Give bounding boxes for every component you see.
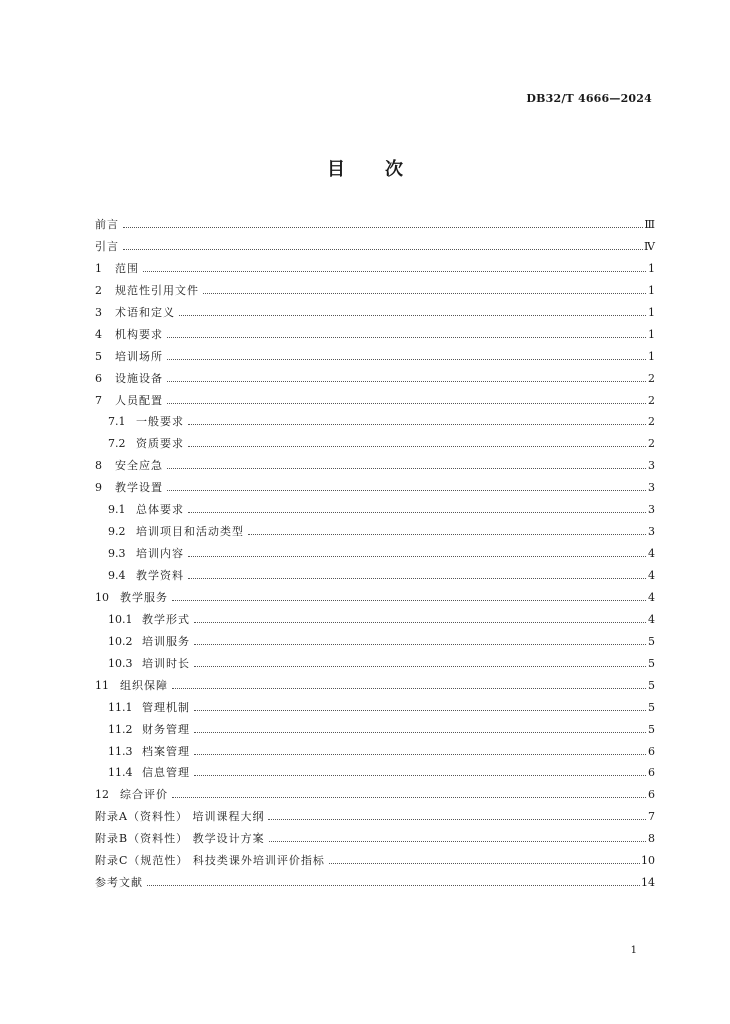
toc-entry-label: 管理机制 xyxy=(142,700,190,714)
toc-dot-leader xyxy=(194,775,646,776)
toc-dot-leader xyxy=(188,578,646,579)
toc-dot-leader xyxy=(167,359,646,360)
toc-entry[interactable] xyxy=(95,587,655,609)
toc-entry-page: 5 xyxy=(648,678,655,692)
toc-entry-label: 培训内容 xyxy=(136,547,184,561)
toc-entry[interactable] xyxy=(95,653,655,675)
toc-entry-page: 1 xyxy=(648,349,655,363)
toc-entry-label: 范围 xyxy=(115,261,139,275)
toc-dot-leader xyxy=(268,819,646,820)
toc-dot-leader xyxy=(167,337,646,338)
toc-entry-page: 2 xyxy=(648,415,655,429)
toc-entry-number: 2 xyxy=(95,283,102,297)
toc-entry[interactable] xyxy=(95,477,655,499)
toc-entry-label: 引言 xyxy=(95,239,119,253)
toc-entry-label: 教学资料 xyxy=(136,569,184,582)
toc-dot-leader xyxy=(172,600,646,601)
toc-entry-page: 4 xyxy=(648,612,655,626)
toc-dot-leader xyxy=(188,424,646,425)
toc-entry[interactable] xyxy=(95,411,655,433)
toc-entry-label: 附录C（规范性） 科技类课外培训评价指标 xyxy=(95,854,325,868)
toc-entry-label: 培训项目和活动类型 xyxy=(136,525,244,539)
toc-entry[interactable] xyxy=(95,675,655,697)
toc-entry[interactable] xyxy=(95,433,655,455)
toc-entry-page: 2 xyxy=(648,437,655,451)
toc-entry[interactable] xyxy=(95,741,655,763)
toc-entry-page: 6 xyxy=(648,744,655,758)
toc-entry[interactable] xyxy=(95,806,655,828)
toc-entry-label: 机构要求 xyxy=(115,327,163,341)
toc-dot-leader xyxy=(329,863,640,864)
toc-entry-page: 4 xyxy=(648,590,655,604)
toc-entry[interactable] xyxy=(95,784,655,806)
toc-entry-page: 6 xyxy=(648,788,655,802)
toc-entry-number: 4 xyxy=(95,327,102,341)
toc-entry-label: 教学形式 xyxy=(142,612,190,626)
toc-entry-page: 1 xyxy=(648,327,655,341)
toc-entry-page: 3 xyxy=(648,503,655,517)
toc-dot-leader xyxy=(179,315,646,316)
toc-entry[interactable] xyxy=(95,631,655,653)
toc-entry-label: 人员配置 xyxy=(115,393,163,407)
toc-dot-leader xyxy=(269,841,646,842)
toc-entry[interactable] xyxy=(95,543,655,565)
toc-entry-number: 12 xyxy=(95,788,109,802)
toc-entry-page: 5 xyxy=(648,700,655,714)
page-number: 1 xyxy=(630,945,637,956)
toc-entry-page: 3 xyxy=(648,525,655,539)
toc-dot-leader xyxy=(167,403,646,404)
toc-dot-leader xyxy=(194,754,646,755)
toc-entry-label: 培训服务 xyxy=(142,634,190,648)
toc-entry-label: 附录A（资料性） 培训课程大纲 xyxy=(95,810,265,824)
toc-entry-page: 3 xyxy=(648,459,655,473)
title-char-1: 目 xyxy=(327,159,345,180)
toc-entry[interactable] xyxy=(95,302,655,324)
standard-code: DB32/T 4666—2024 xyxy=(526,92,652,105)
toc-entry-page: 3 xyxy=(648,481,655,495)
toc-entry-number: 9.4 xyxy=(108,569,126,582)
toc-entry[interactable] xyxy=(95,390,655,412)
toc-entry-label: 信息管理 xyxy=(142,766,190,780)
toc-entry[interactable] xyxy=(95,455,655,477)
page-title xyxy=(0,155,730,181)
toc-entry[interactable] xyxy=(95,346,655,368)
toc-entry[interactable] xyxy=(95,719,655,741)
toc-entry-number: 9.3 xyxy=(108,547,126,561)
toc-entry-number: 7 xyxy=(95,393,102,407)
toc-entry-number: 9 xyxy=(95,481,102,495)
toc-entry[interactable] xyxy=(95,214,655,236)
toc-entry-page: 4 xyxy=(648,569,655,582)
toc-dot-leader xyxy=(194,644,646,645)
toc-entry[interactable] xyxy=(95,280,655,302)
toc-entry-number: 5 xyxy=(95,349,102,363)
toc-entry[interactable] xyxy=(95,850,655,872)
toc-entry-number: 7.1 xyxy=(108,415,126,429)
toc-entry-number: 10.2 xyxy=(108,634,133,648)
toc-entry-number: 7.2 xyxy=(108,437,126,451)
toc-entry[interactable] xyxy=(95,697,655,719)
toc-entry[interactable] xyxy=(95,521,655,543)
toc-entry[interactable] xyxy=(95,324,655,346)
toc-dot-leader xyxy=(194,666,646,667)
toc-entry-label: 档案管理 xyxy=(142,744,190,758)
toc-entry-label: 综合评价 xyxy=(120,788,168,802)
toc-entry[interactable] xyxy=(95,872,655,894)
toc-entry-label: 培训时长 xyxy=(142,656,190,670)
toc-dot-leader xyxy=(188,556,646,557)
toc-entry[interactable] xyxy=(95,236,655,258)
toc-dot-leader xyxy=(248,534,646,535)
toc-entry-number: 11.2 xyxy=(108,722,133,736)
toc-dot-leader xyxy=(188,446,646,447)
toc-entry-page: 10 xyxy=(641,854,655,868)
toc-entry-number: 11.3 xyxy=(108,744,133,758)
toc-entry-page: 1 xyxy=(648,261,655,275)
toc-entry-page: 6 xyxy=(648,766,655,780)
toc-entry-label: 培训场所 xyxy=(115,349,163,363)
toc-entry[interactable] xyxy=(95,258,655,280)
toc-entry-label: 术语和定义 xyxy=(115,305,175,319)
toc-entry-label: 总体要求 xyxy=(136,503,184,517)
toc-entry-page: 5 xyxy=(648,722,655,736)
toc-entry-page: 1 xyxy=(648,283,655,297)
toc-entry-label: 教学设置 xyxy=(115,481,163,495)
title-char-2: 次 xyxy=(385,159,403,180)
toc-entry-page: 14 xyxy=(641,876,655,890)
toc-entry-label: 资质要求 xyxy=(136,437,184,451)
toc-entry[interactable] xyxy=(95,762,655,784)
toc-entry-page: 2 xyxy=(648,393,655,407)
toc-dot-leader xyxy=(123,249,643,250)
toc-entry-number: 1 xyxy=(95,261,102,275)
toc-entry-number: 10.3 xyxy=(108,656,133,670)
toc-entry[interactable] xyxy=(95,368,655,390)
toc-dot-leader xyxy=(143,271,646,272)
toc-entry-number: 10.1 xyxy=(108,612,133,626)
toc-entry[interactable] xyxy=(95,828,655,850)
toc-entry-label: 附录B（资料性） 教学设计方案 xyxy=(95,832,265,846)
toc-entry-number: 11.1 xyxy=(108,700,133,714)
toc-dot-leader xyxy=(167,490,646,491)
toc-entry-page: Ⅳ xyxy=(644,239,655,253)
toc-entry-number: 11.4 xyxy=(108,766,133,780)
toc-entry-page: Ⅲ xyxy=(644,218,655,231)
toc-entry-label: 组织保障 xyxy=(120,678,168,692)
toc-dot-leader xyxy=(194,732,646,733)
toc-entry-number: 11 xyxy=(95,678,109,692)
toc-entry-label: 参考文献 xyxy=(95,876,143,890)
toc-dot-leader xyxy=(194,710,646,711)
toc-entry-label: 安全应急 xyxy=(115,459,163,473)
toc-entry-page: 2 xyxy=(648,371,655,385)
toc-dot-leader xyxy=(188,512,646,513)
toc-dot-leader xyxy=(123,227,643,228)
toc-entry-page: 4 xyxy=(648,547,655,561)
toc-entry-label: 教学服务 xyxy=(120,590,168,604)
toc-entry-number: 6 xyxy=(95,371,102,385)
toc-dot-leader xyxy=(167,468,646,469)
toc-entry-number: 3 xyxy=(95,305,102,319)
toc-dot-leader xyxy=(147,885,640,886)
toc-dot-leader xyxy=(203,293,646,294)
toc-entry-page: 8 xyxy=(648,832,655,846)
toc-entry-number: 9.1 xyxy=(108,503,126,517)
toc-dot-leader xyxy=(167,381,646,382)
toc-entry-page: 1 xyxy=(648,305,655,319)
toc-dot-leader xyxy=(172,688,646,689)
toc-entry-page: 5 xyxy=(648,656,655,670)
toc-entry-label: 一般要求 xyxy=(136,415,184,429)
toc-entry-label: 规范性引用文件 xyxy=(115,283,199,297)
toc-entry[interactable] xyxy=(95,565,655,587)
toc-entry-label: 设施设备 xyxy=(115,371,163,385)
toc-entry[interactable] xyxy=(95,499,655,521)
toc-entry-page: 7 xyxy=(648,810,655,824)
toc-dot-leader xyxy=(172,797,646,798)
toc-entry-label: 财务管理 xyxy=(142,722,190,736)
toc-entry-number: 8 xyxy=(95,459,102,473)
toc-dot-leader xyxy=(194,622,646,623)
toc-entry-number: 9.2 xyxy=(108,525,126,539)
toc-entry[interactable] xyxy=(95,609,655,631)
table-of-contents xyxy=(95,214,655,894)
toc-entry-label: 前言 xyxy=(95,218,119,231)
toc-entry-number: 10 xyxy=(95,590,109,604)
toc-entry-page: 5 xyxy=(648,634,655,648)
